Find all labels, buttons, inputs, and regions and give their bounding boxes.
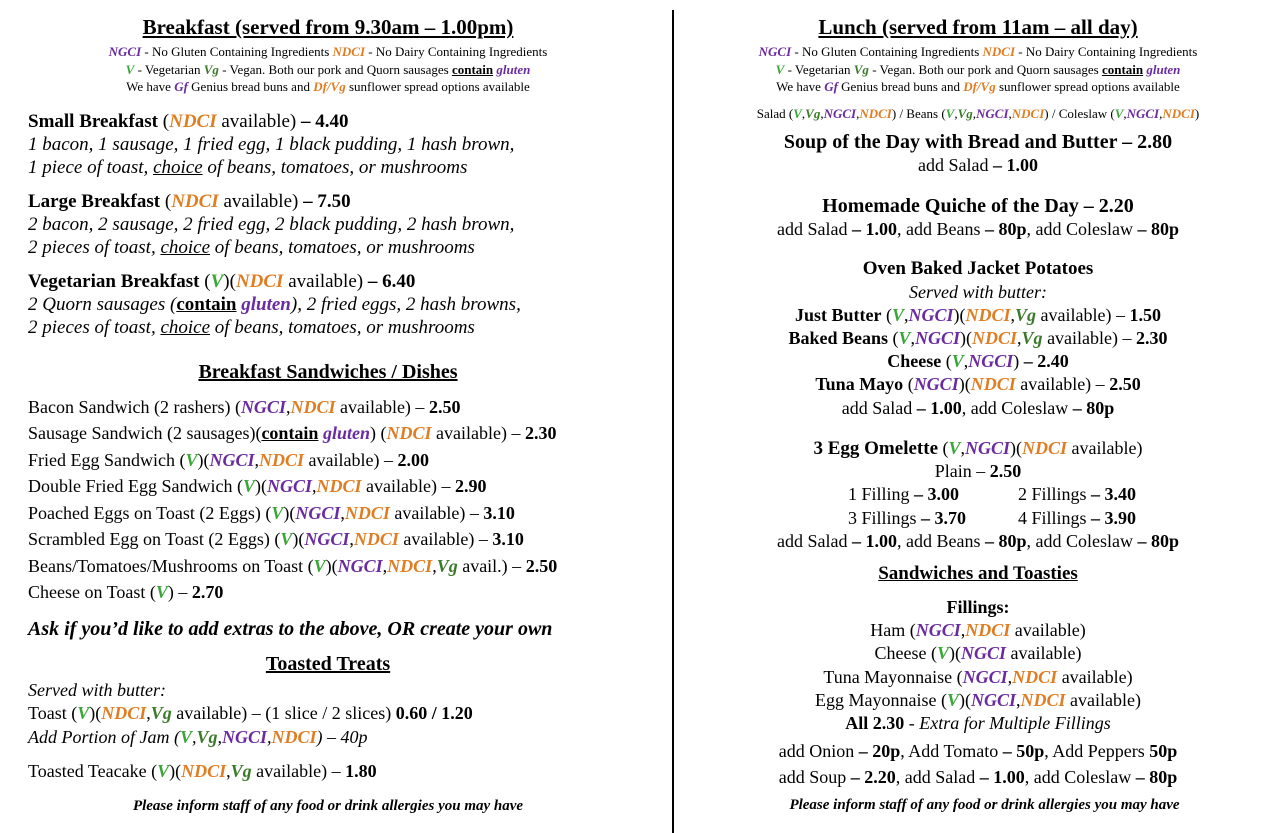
lunch-title: Lunch (served from 11am – all day) (818, 15, 1138, 39)
sides-legend: Salad (V,Vg,NGCI,NDCI) / Beans (V,Vg,NGCI,NDCI) / Coleslaw (V,NGCI,NDCI) (756, 105, 1200, 121)
list-item: Sausage Sandwich (2 sausages)(contain gluten) (NDCI available) – 2.30 (28, 423, 557, 443)
list-item: Tuna Mayonnaise (NGCI,NDCI available) (823, 666, 1133, 687)
vegetarian-breakfast: Vegetarian Breakfast (V)(NDCI available) – 6.40 2 Quorn sausages (contain gluten), 2 fried eggs, 2 hash browns, 2 pieces of toast, choice of beans, tomatoes, or mushrooms (28, 270, 521, 338)
list-item: Toasted Teacake (V)(NDCI,Vg available) – 1.80 (28, 760, 377, 781)
extras-note: Ask if you’d like to add extras to the above, OR create your own (28, 617, 553, 640)
quiche-of-the-day: Homemade Quiche of the Day – 2.20 add Salad – 1.00, add Beans – 80p, add Coleslaw – 80p (777, 194, 1179, 239)
toasted-treats-title: Toasted Treats (265, 652, 391, 675)
legend: NGCI - No Gluten Containing Ingredients NDCI - No Dairy Containing Ingredients V - Vegetarian Vg - Vegan. Both our pork and Quorn sausages contain gluten We have Gf Genius bread buns and Df/Vg sunflower spread options available (108, 44, 548, 94)
list-item: Add Portion of Jam (V,Vg,NGCI,NDCI) – 40p (28, 726, 368, 747)
list-item: Toast (V)(NDCI,Vg available) – (1 slice / 2 slices) 0.60 / 1.20 (28, 702, 473, 723)
breakfast-sandwich-list (28, 394, 672, 606)
lunch-column (676, 0, 1280, 833)
list-item: Poached Eggs on Toast (2 Eggs) (V)(NGCI,NDCI available) – 3.10 (28, 502, 515, 523)
list-item: Bacon Sandwich (2 rashers) (NGCI,NDCI available) – 2.50 (28, 396, 461, 417)
toasted-treats: Served with butter: Toast (V)(NDCI,Vg available) – (1 slice / 2 slices) 0.60 / 1.20 Add Portion of Jam (V,Vg,NGCI,NDCI) – 40p Toasted Teacake (V)(NDCI,Vg available) – 1.80 (28, 679, 672, 783)
list-item: Cheese (V)(NGCI available) (874, 643, 1082, 664)
list-item: Cheese (V,NGCI) – 2.40 (887, 351, 1069, 372)
legend: NGCI - No Gluten Containing Ingredients NDCI - No Dairy Containing Ingredients V - Vegetarian Vg - Vegan. Both our pork and Quorn sausages contain gluten We have Gf Genius bread buns and Df/Vg sunflower spread options available (758, 44, 1198, 94)
list-item: Egg Mayonnaise (V)(NGCI,NDCI available) (815, 690, 1141, 711)
column-divider (672, 10, 674, 833)
list-item: Scrambled Egg on Toast (2 Eggs) (V)(NGCI,NDCI available) – 3.10 (28, 529, 524, 549)
allergy-footer: Please inform staff of any food or drink allergies you may have (132, 798, 524, 814)
sandwiches-toasties: Sandwiches and Toasties Fillings: Ham (NGCI,NDCI available) Cheese (V)(NGCI available) Tuna Mayonnaise (NGCI,NDCI available) Egg Mayonnaise (V)(NGCI,NDCI available) All 2.30 - Extra for Multiple Fillings add Onion – 20p, Add Tomato – 50p, Add Peppers 50p add Soup – 2.20, add Salad – 1.00, add Coleslaw – 80p (676, 562, 1280, 789)
breakfast-title: Breakfast (served from 9.30am – 1.00pm) (142, 15, 514, 39)
list-item: Double Fried Egg Sandwich (V)(NGCI,NDCI available) – 2.90 (28, 476, 487, 496)
large-breakfast: Large Breakfast (NDCI available) – 7.50 2 bacon, 2 sausage, 2 fried egg, 2 black pudding, 2 hash brown, 2 pieces of toast, choice of beans, tomatoes, or mushrooms (28, 190, 515, 258)
omelette: 3 Egg Omelette (V,NGCI)(NDCI available) Plain – 2.50 1 Filling – 3.00 2 Fillings – 3.40 3 Fillings – 3.70 4 Fillings – 3.90 add Salad – 1.00, add Beans – 80p, add Coleslaw – 80p (777, 437, 1179, 551)
list-item: Beans/Tomatoes/Mushrooms on Toast (V)(NGCI,NDCI,Vg avail.) – 2.50 (28, 555, 558, 576)
small-breakfast: Small Breakfast (NDCI available) – 4.40 1 bacon, 1 sausage, 1 fried egg, 1 black pudding, 1 hash brown, 1 piece of toast, choice of beans, tomatoes, or mushrooms (28, 110, 515, 178)
list-item: Tuna Mayo (NGCI)(NDCI available) – 2.50 (815, 374, 1141, 395)
list-item: Fried Egg Sandwich (V)(NGCI,NDCI available) – 2.00 (28, 449, 429, 470)
sandwiches-title: Breakfast Sandwiches / Dishes (198, 360, 458, 383)
list-item: Ham (NGCI,NDCI available) (870, 620, 1086, 641)
list-item: Just Butter (V,NGCI)(NDCI,Vg available) – 1.50 (794, 304, 1162, 325)
list-item: Cheese on Toast (V) – 2.70 (28, 582, 224, 602)
soup-of-the-day: Soup of the Day with Bread and Butter – 2.80 add Salad – 1.00 (783, 130, 1173, 175)
allergy-footer: Please inform staff of any food or drink allergies you may have (789, 797, 1180, 813)
list-item: Baked Beans (V,NGCI)(NDCI,Vg available) – 2.30 (788, 327, 1168, 348)
jacket-potatoes: Oven Baked Jacket Potatoes Served with butter: Just Butter (V,NGCI)(NDCI,Vg available) – 1.50 Baked Beans (V,NGCI)(NDCI,Vg available) – 2.30 Cheese (V,NGCI) – 2.40 Tuna Mayo (NGCI)(NDCI available) – 2.50 add Salad – 1.00, add Coleslaw – 80p (676, 257, 1280, 420)
